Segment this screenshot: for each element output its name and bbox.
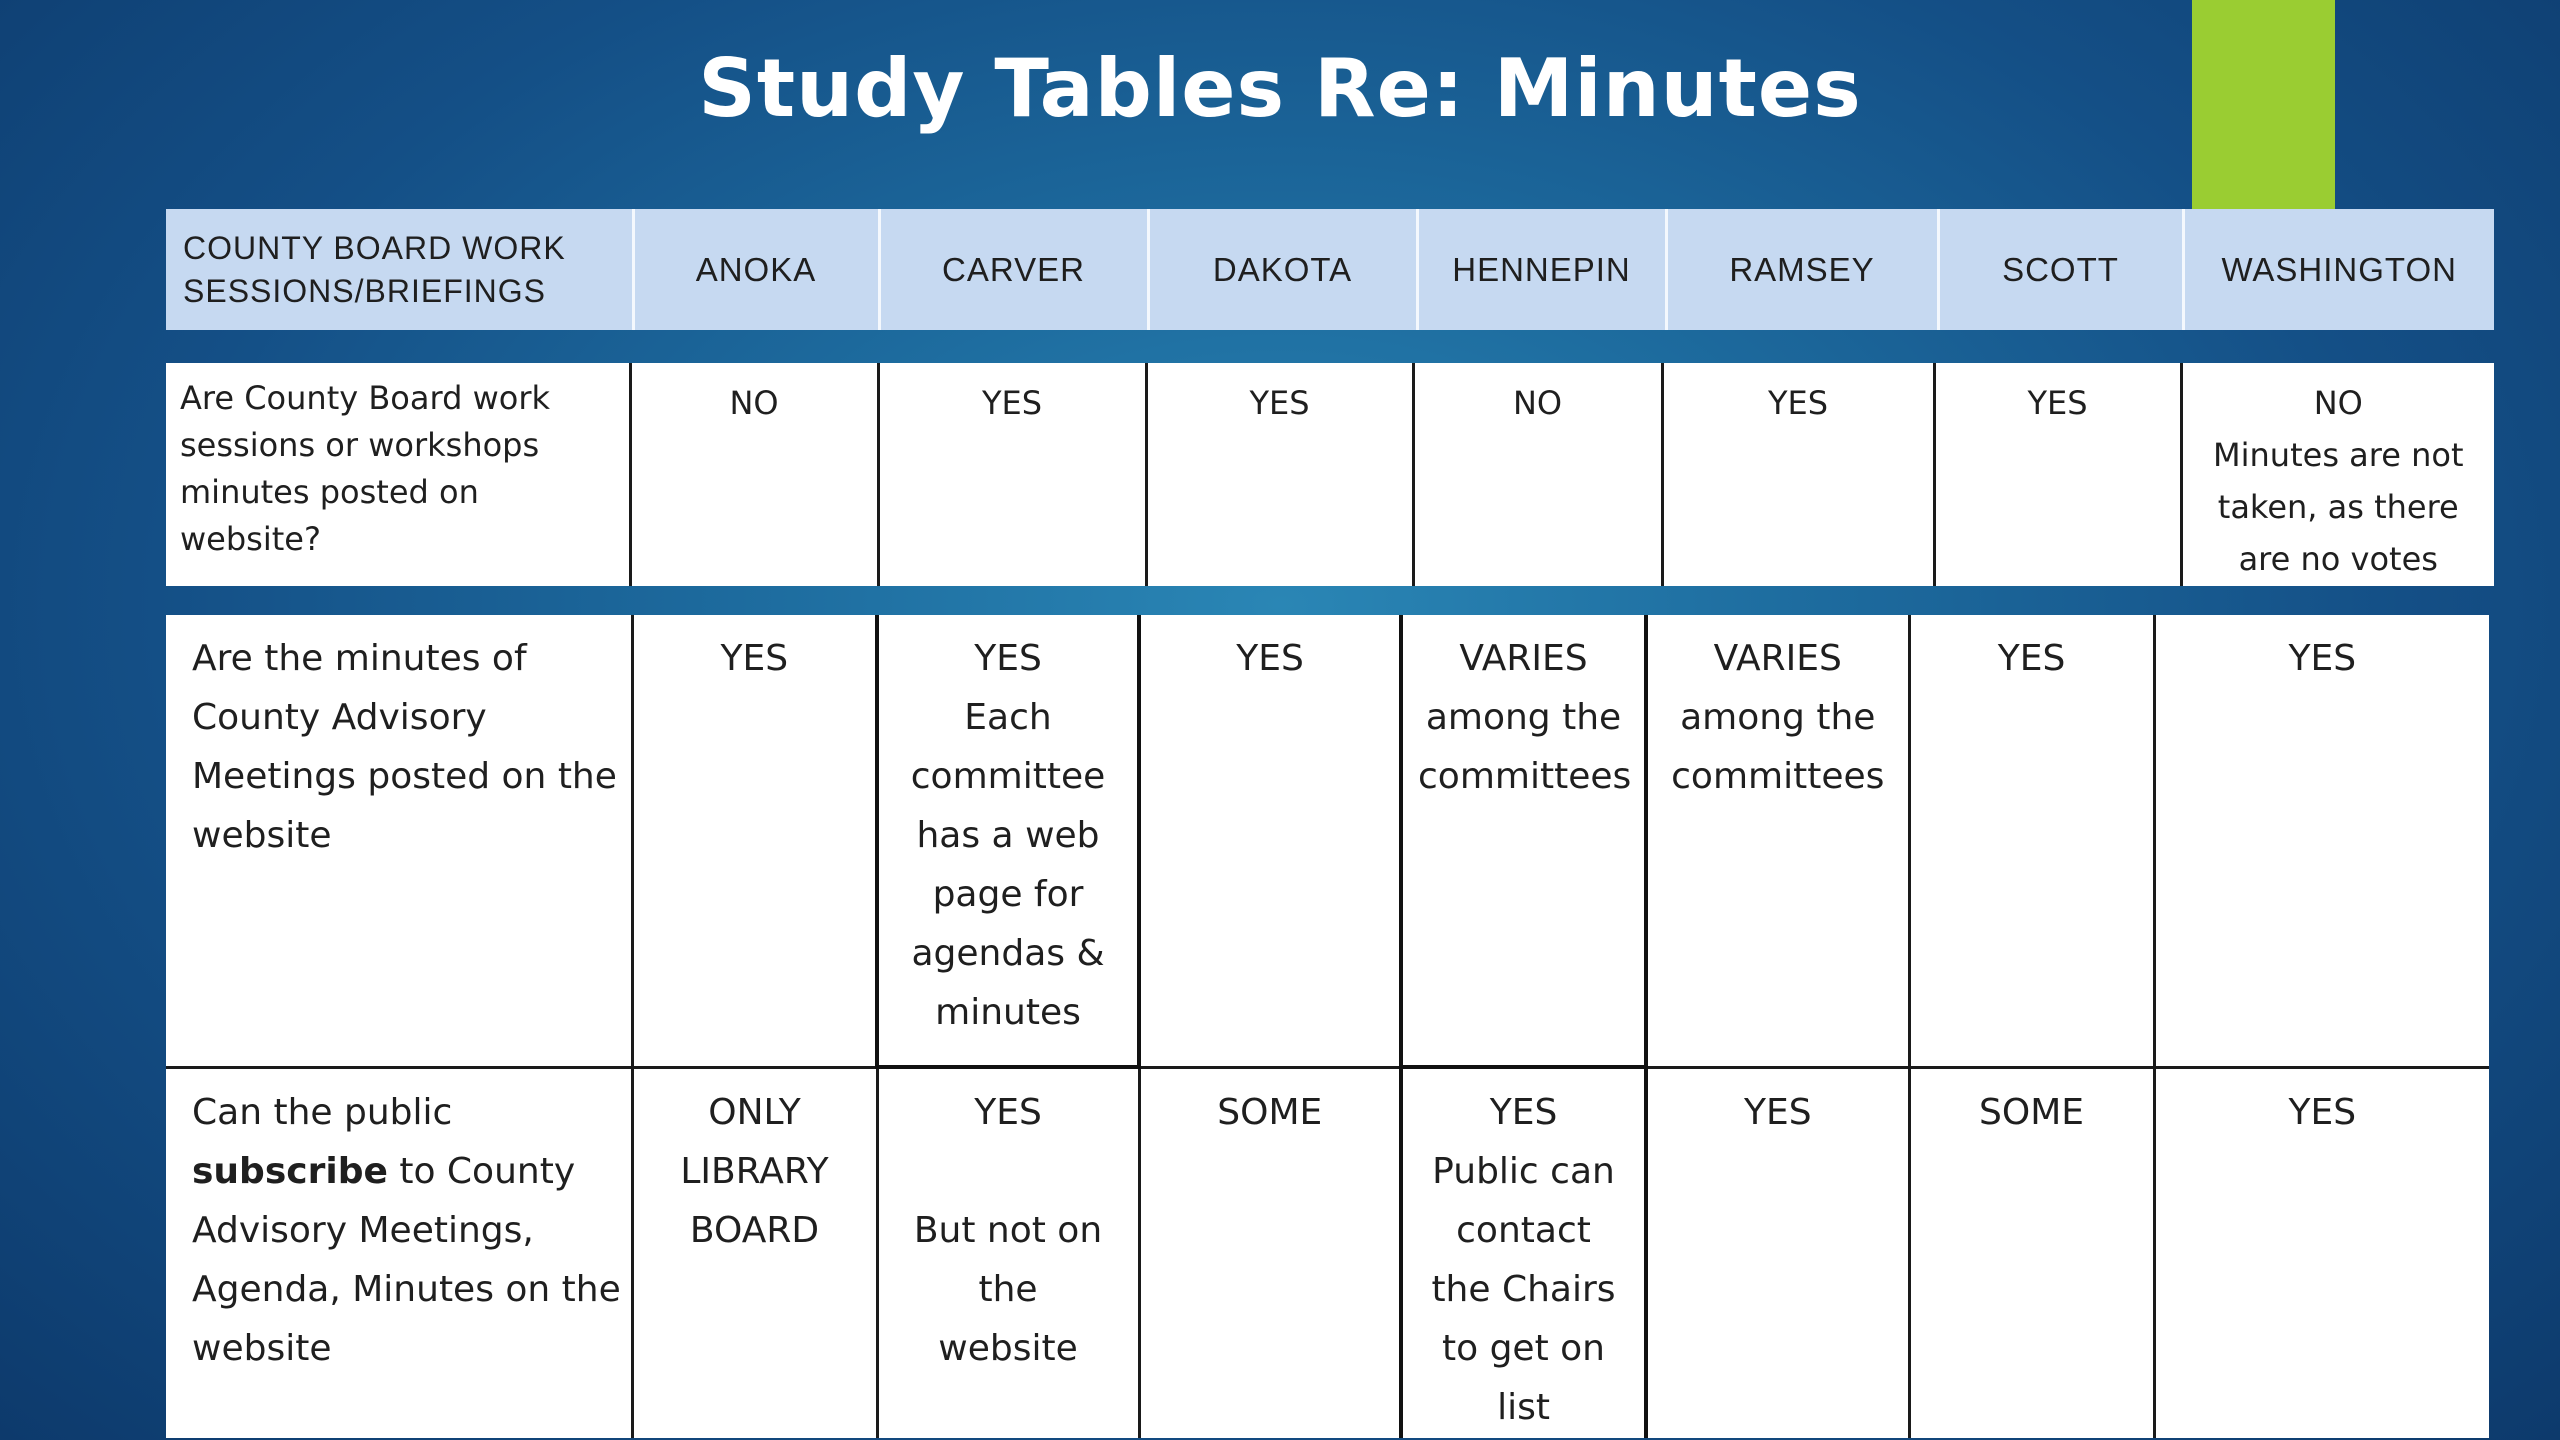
question-cell: Are the minutes of County Advisory Meetings posted on the website: [166, 615, 632, 1067]
question-cell: [166, 1067, 632, 1438]
answer-carver-main: YES: [974, 638, 1042, 679]
table-row: [166, 615, 2489, 1067]
answer-washington-note: Minutes are not taken, as there are no votes: [2213, 436, 2464, 578]
table-row: [166, 363, 2494, 586]
answer-carver-note: But not on the website: [913, 1210, 1103, 1369]
answer-carver: [877, 1067, 1139, 1438]
answer-carver: [877, 615, 1139, 1067]
header-county: SCOTT: [1938, 209, 2183, 330]
header-county: WASHINGTON: [2183, 209, 2494, 330]
answer-carver-note: Each committee has a web page for agendas & minutes: [910, 697, 1106, 1033]
answer-hennepin-note: among the committees: [1418, 697, 1632, 797]
work-sessions-table: [166, 363, 2494, 586]
answer-ramsey: [1646, 615, 1909, 1067]
answer-dakota: YES: [1146, 363, 1413, 586]
question-text: Can the public: [192, 1091, 453, 1133]
answer-dakota: SOME: [1139, 1067, 1401, 1438]
header-county: ANOKA: [633, 209, 879, 330]
answer-hennepin-main: YES: [1489, 1092, 1558, 1133]
header-county: HENNEPIN: [1417, 209, 1666, 330]
answer-hennepin-main: VARIES: [1459, 638, 1588, 679]
answer-washington-main: NO: [2313, 384, 2363, 422]
header-table: [166, 209, 2494, 330]
answer-hennepin-note: Public can contact the Chairs to get on list: [1431, 1151, 1616, 1428]
header-topic: COUNTY BOARD WORK SESSIONS/BRIEFINGS: [166, 209, 633, 330]
header-row: [166, 209, 2494, 330]
slide-title: Study Tables Re: Minutes: [698, 42, 1862, 135]
answer-carver-main: YES: [974, 1092, 1042, 1133]
answer-ramsey: YES: [1662, 363, 1934, 586]
header-county: RAMSEY: [1666, 209, 1938, 330]
answer-anoka: YES: [632, 615, 877, 1067]
answer-hennepin: NO: [1413, 363, 1662, 586]
answer-washington: [2181, 363, 2494, 586]
question-cell: Are County Board work sessions or workshops minutes posted on website?: [180, 379, 550, 558]
header-county: DAKOTA: [1148, 209, 1417, 330]
answer-scott: YES: [1909, 615, 2154, 1067]
table-row: [166, 1067, 2489, 1438]
answer-carver: YES: [878, 363, 1146, 586]
answer-scott: YES: [1934, 363, 2181, 586]
answer-anoka: ONLY LIBRARY BOARD: [632, 1067, 877, 1438]
answer-washington: YES: [2154, 615, 2489, 1067]
question-emphasis: subscribe: [192, 1150, 388, 1192]
advisory-table: [166, 615, 2489, 1438]
header-county: CARVER: [879, 209, 1148, 330]
answer-ramsey-main: VARIES: [1713, 638, 1842, 679]
answer-dakota: YES: [1139, 615, 1401, 1067]
answer-hennepin: [1401, 1067, 1646, 1438]
answer-ramsey-note: among the committees: [1671, 697, 1885, 797]
answer-scott: SOME: [1909, 1067, 2154, 1438]
answer-hennepin: [1401, 615, 1646, 1067]
answer-washington: YES: [2154, 1067, 2489, 1438]
answer-anoka: NO: [630, 363, 878, 586]
answer-ramsey: YES: [1646, 1067, 1909, 1438]
question-text: to County Advisory Meetings, Agenda, Minutes on the website: [192, 1150, 621, 1369]
